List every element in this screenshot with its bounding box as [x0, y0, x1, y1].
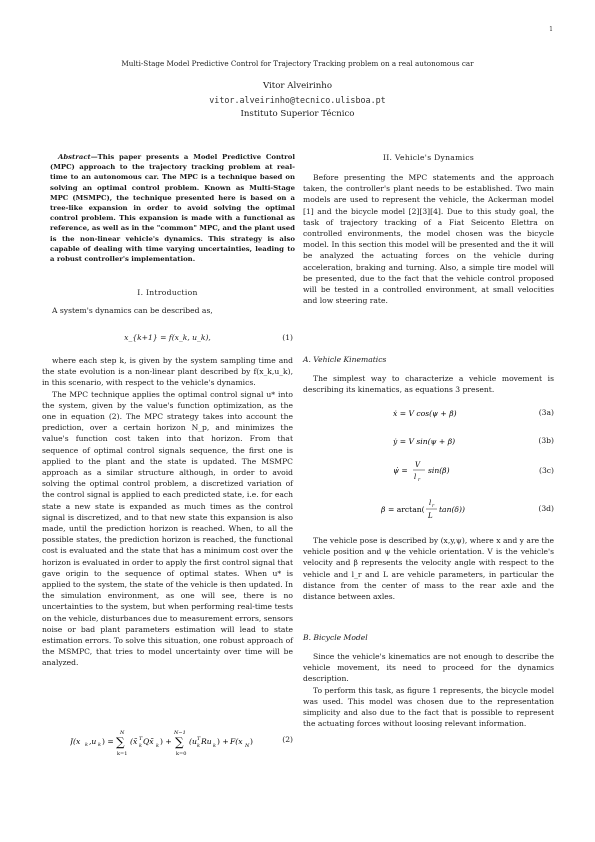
svg-text:k: k	[85, 742, 89, 748]
kinematics-paragraph-2	[303, 535, 554, 602]
eq2-number: (2)	[282, 735, 293, 744]
svg-text:= arctan(: = arctan(	[388, 505, 425, 514]
kin-p1: The simplest way to characterize a vehicle movement is describing its kinematics, as equations 3 present.	[303, 374, 554, 395]
intro-paragraph-1	[42, 305, 293, 316]
author-email: vitor.alveirinho@tecnico.ulisboa.pt	[209, 95, 386, 105]
svg-text:tan(δ)): tan(δ))	[439, 505, 465, 514]
svg-text:r: r	[432, 504, 435, 509]
intro-paragraph-2	[42, 355, 293, 669]
abstract-label: Abstract	[58, 153, 91, 161]
institution: Instituto Superior Técnico	[240, 109, 355, 119]
svg-text:ψ̇ =: ψ̇ =	[393, 466, 408, 475]
eq2-formula	[70, 728, 270, 758]
svg-text:k: k	[213, 743, 217, 749]
svg-text:k: k	[139, 743, 143, 749]
svg-text:k: k	[197, 743, 201, 749]
intro-p3: The MPC technique applies the optimal control signal u* into the system, given by the value's function optimization, as the one in equation (2). The MPC strategy takes into account the prediction, over a certain horizon N_p, and minimizes the value's function cost taken into that horizon. From that sequence of optimal control signals sequence, the first one is applied to the plant and the state is updated. The MSMPC approach as a similar structure although, in order to avoid solving the optimal control problem, a discretized variation of the control signal is applied to each predicted state, i.e. for each state a new state is expanded as much times as the control signal is discretized, and to that new state this expansion is also made, until the prediction horizon is reached. When, to all the possible states, the prediction horizon is reached, the functional cost is evaluated and the state that has a minimum cost over the horizon is evaluated in order to apply the first control signal that gave origin to the sequence of optimal states. When u* is applied to the system, the state of the vehicle is then updated. In the simulation environment, as one will see, there is no uncertainties to the system, but when performing real-time tests on the vehicle, disturbances due to measurement errors, sensors noise or bad plant parameters estimation will lead to state estimation errors. To solve this situation, one robust approach of the MSMPC, that tries to model uncertainty over time will be analyzed.	[42, 389, 293, 668]
svg-text:T: T	[139, 736, 143, 742]
svg-text:sin(β): sin(β)	[428, 466, 450, 475]
kin-p2: The vehicle pose is described by (x,y,ψ), where x and y are the vehicle position and ψ the vehicle orientation. V is the vehicle's velocity and β represents the velocity angle with respect to the vehicle and l_r and L are vehicle parameters, in particular the distance from the center of mass to the rear axle and the distance between axles.	[303, 536, 554, 602]
svg-text:k: k	[156, 743, 160, 749]
intro-p1: A system's dynamics can be described as,	[52, 306, 213, 315]
eq3b-formula	[393, 434, 493, 448]
svg-text:k=1: k=1	[117, 751, 128, 757]
vehicle-dynamics-paragraph	[303, 172, 554, 306]
page-number: 1	[549, 26, 553, 33]
eq1-body: x_{k+1} = f(x_k, u_k),	[124, 333, 211, 342]
eq3c-number: (3c)	[538, 466, 554, 475]
svg-text:(u: (u	[189, 737, 197, 746]
svg-text:l: l	[414, 473, 417, 481]
svg-text:J(x: J(x	[70, 737, 81, 746]
svg-text:): )	[250, 737, 253, 746]
svg-text:) =: ) =	[102, 737, 114, 746]
svg-text:k: k	[98, 742, 102, 748]
eq3c-formula	[393, 458, 493, 484]
abstract	[42, 152, 295, 264]
bike-p1: Since the vehicle's kinematics are not enough to describe the vehicle movement, its need to proceed for the dynamics description.	[303, 652, 554, 684]
kinematics-paragraph-1	[303, 373, 554, 395]
svg-text:ẏ = V sin(ψ + β): ẏ = V sin(ψ + β)	[393, 437, 456, 446]
svg-text:Ru: Ru	[201, 737, 212, 746]
equation-3b	[303, 434, 554, 448]
svg-text:N: N	[120, 730, 125, 736]
svg-text:(x̃: (x̃	[130, 737, 138, 746]
svg-text:) +: ) +	[217, 737, 229, 746]
svg-text:V: V	[415, 461, 421, 469]
eq3b-number: (3b)	[538, 436, 554, 445]
svg-text:Qx̃: Qx̃	[143, 737, 154, 746]
equation-2	[42, 728, 293, 758]
svg-text:F(x: F(x	[230, 737, 243, 746]
svg-text:,u: ,u	[89, 737, 97, 746]
author-name: Vitor Alveirinho	[262, 81, 332, 91]
eq1-number: (1)	[282, 333, 293, 342]
vehicle-dynamics-heading: II. Vehicle's Dynamics	[382, 153, 475, 162]
eq3a-formula	[393, 406, 493, 420]
kinematics-heading: A. Vehicle Kinematics	[303, 355, 387, 364]
svg-text:β: β	[381, 505, 386, 514]
bike-p2: To perform this task, as figure 1 represents, the bicycle model was used. This model was chosen due to the representation simplicity and also due to the fact that is possible to represent the actuating forces without loosing relevant information.	[303, 685, 554, 729]
vd-p1: Before presenting the MPC statements and the approach taken, the controller's plant needs to be established. Two main models are used to represent the vehicle, the Ackerman model [1] and the bicycle model [2][3][4]. Due to this study goal, the task of trajectory tracking of a Fiat Seicento Elettra on controlled environments, the model chosen was the bicycle model. In this section this model will be presented and the it will be analyzed the actuating forces on the vehicle during acceleration, braking and turning. Also, a simple tire model will be presented, due to the fact that the vehicle control proposed will be tested in a controlled environment, at small velocities and low steering rate.	[303, 173, 554, 306]
svg-text:l: l	[429, 499, 432, 507]
svg-text:L: L	[428, 512, 433, 520]
svg-text:k=0: k=0	[176, 751, 187, 757]
eq3d-formula	[381, 495, 501, 523]
intro-p2: where each step k, is given by the system sampling time and the state evolution is a non-linear plant described by f(x_k,u_k), in this scenario, with respect to the vehicle's dynamics.	[42, 356, 293, 388]
svg-text:T: T	[197, 736, 201, 742]
equation-3c	[303, 458, 554, 484]
abstract-text: —This paper presents a Model Predictive Control (MPC) approach to the trajectory tracking problem at real-time to an autonomous car. The MPC is a technique based on solving an optimal control problem. Known as Multi-Stage MPC (MSMPC), the technique presented here is based on a tree-like expansion in order to avoid solving the optimal control problem. This expansion is made with a functional as reference, as well as in the "common" MPC, and the plant used is the non-linear vehicle's dynamics. This strategy is also capable of dealing with time varying uncertainties, leading to a robust controller's implementation.	[50, 153, 295, 264]
intro-heading: I. Introduction	[137, 288, 198, 297]
paper-title: Multi-Stage Model Predictive Control for Trajectory Tracking problem on a real autonomous car	[121, 59, 474, 68]
eq3d-number: (3d)	[538, 504, 554, 513]
equation-3a	[303, 406, 554, 420]
eq3a-number: (3a)	[538, 408, 554, 417]
svg-text:N−1: N−1	[174, 730, 186, 736]
svg-text:ẋ = V cos(ψ + β): ẋ = V cos(ψ + β)	[393, 409, 457, 418]
equation-3d	[303, 495, 554, 523]
bicycle-model-paragraph	[303, 651, 554, 729]
bicycle-model-heading: B. Bicycle Model	[303, 633, 368, 642]
svg-text:N: N	[245, 743, 250, 749]
svg-text:∑: ∑	[175, 735, 184, 749]
equation-1	[42, 332, 293, 346]
svg-text:) +: ) +	[160, 737, 172, 746]
svg-text:∑: ∑	[116, 735, 125, 749]
svg-text:r: r	[418, 478, 421, 483]
